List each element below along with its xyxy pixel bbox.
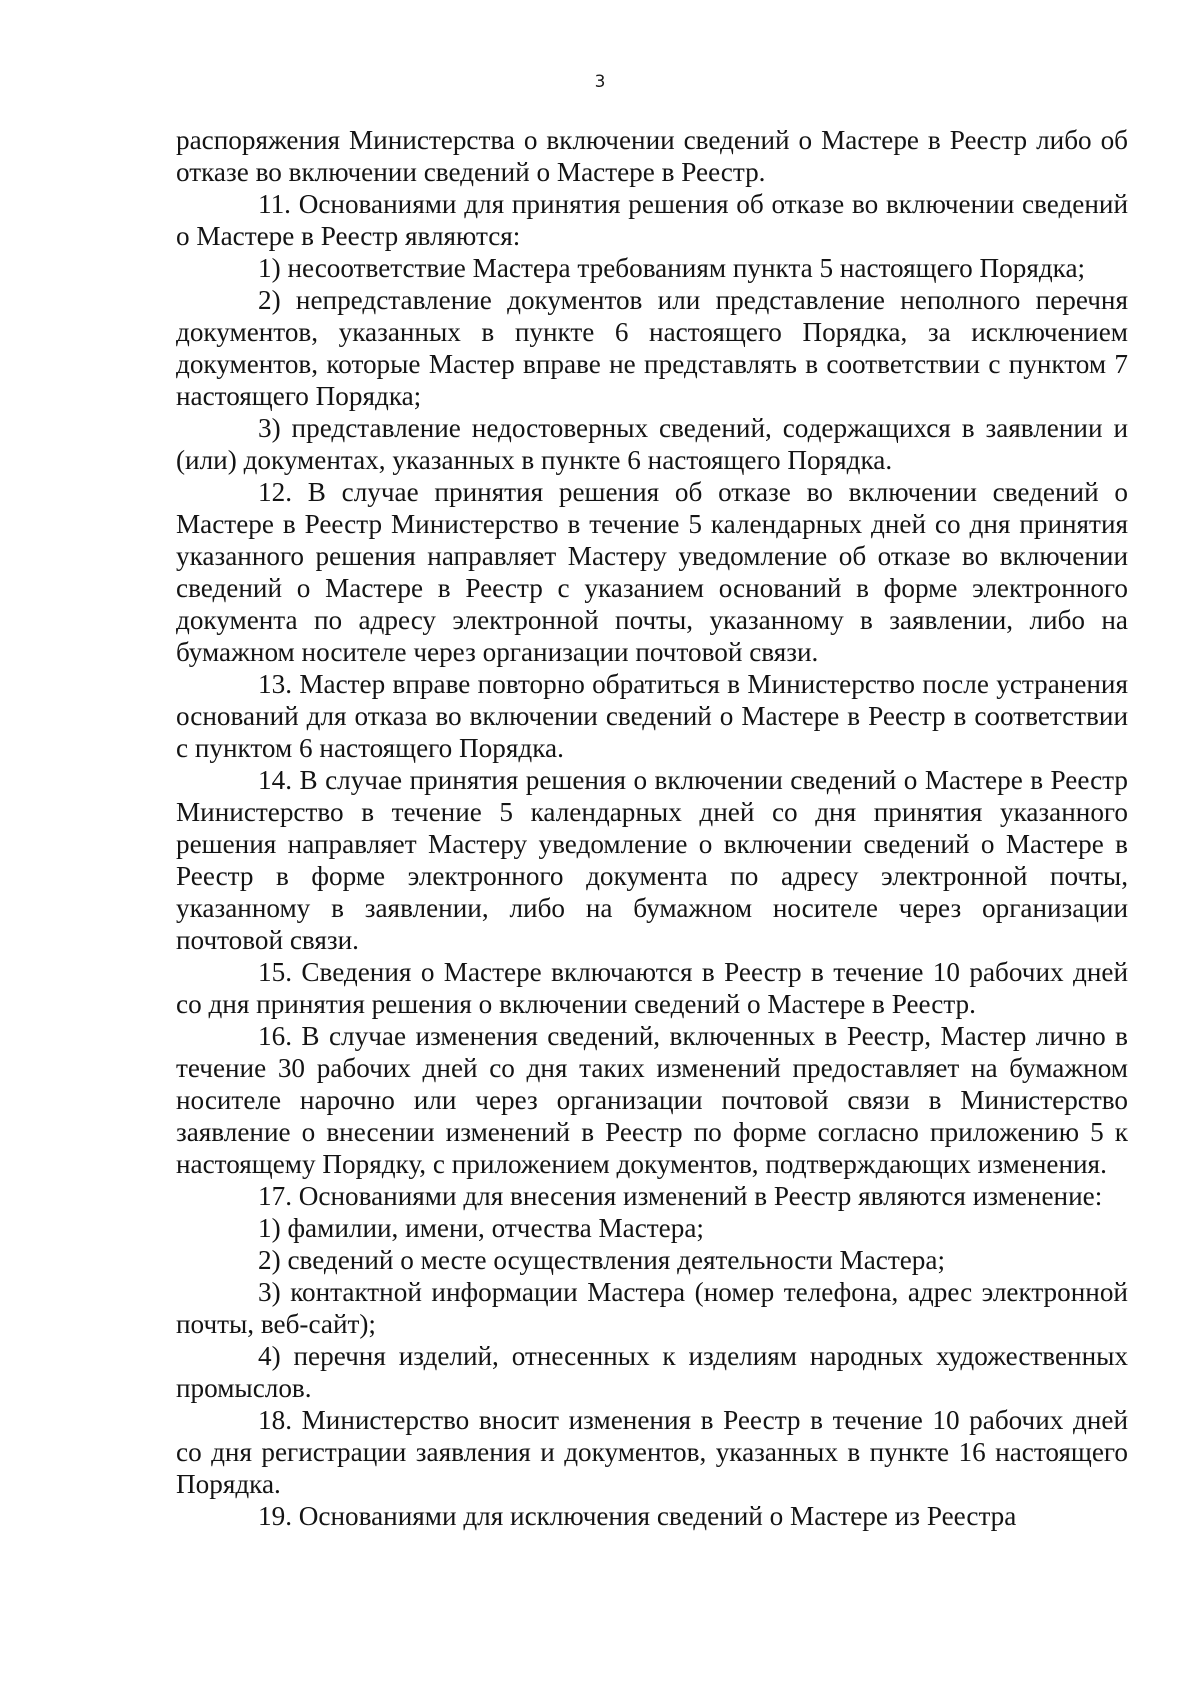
paragraph-11-item-1: 1) несоответствие Мастера требованиям пункта 5 настоящего Порядка; (258, 253, 1086, 283)
paragraph-17: 17. Основаниями для внесения изменений в Реестр являются изменение: (258, 1181, 1103, 1211)
page-number: 3 (594, 72, 606, 92)
paragraph-17-item-2: 2) сведений о месте осуществления деятельности Мастера; (258, 1245, 946, 1275)
paragraph-18: 18. Министерство вносит изменения в Реестр в течение 10 рабочих дней со дня регистрации заявления и документов, указанных в пункте 16 настоящего Порядка. (176, 1405, 1128, 1499)
paragraph-15: 15. Сведения о Мастере включаются в Реестр в течение 10 рабочих дней со дня принятия решения о включении сведений о Мастере в Реестр. (176, 957, 1128, 1019)
paragraph-11-item-2: 2) непредставление документов или представление неполного перечня документов, указанных в пункте 6 настоящего Порядка, за исключением документов, которые Мастер вправе не представлять в соответствии с пунктом 7 настоящего Порядка; (176, 285, 1128, 411)
paragraph-17-item-1: 1) фамилии, имени, отчества Мастера; (258, 1213, 704, 1243)
paragraph-12: 12. В случае принятия решения об отказе во включении сведений о Мастере в Реестр Министерство в течение 5 календарных дней со дня принятия указанного решения направляет Мастеру уведомление об отказе во включении сведений о Мастере в Реестр с указанием оснований в форме электронного документа по адресу электронной почты, указанному в заявлении, либо на бумажном носителе через организации почтовой связи. (176, 477, 1128, 667)
paragraph-11: 11. Основаниями для принятия решения об отказе во включении сведений о Мастере в Реестр являются: (176, 189, 1128, 251)
paragraph-13: 13. Мастер вправе повторно обратиться в Министерство после устранения оснований для отказа во включении сведений о Мастере в Реестр в соответствии с пунктом 6 настоящего Порядка. (176, 669, 1128, 763)
document-body (176, 124, 1128, 1532)
paragraph-17-item-3: 3) контактной информации Мастера (номер телефона, адрес электронной почты, веб-сайт); (176, 1277, 1128, 1339)
paragraph-19: 19. Основаниями для исключения сведений о Мастере из Реестра (258, 1501, 1017, 1531)
paragraph-17-item-4: 4) перечня изделий, отнесенных к изделиям народных художественных промыслов. (176, 1341, 1128, 1403)
paragraph-14: 14. В случае принятия решения о включении сведений о Мастере в Реестр Министерство в течение 5 календарных дней со дня принятия указанного решения направляет Мастеру уведомление о включении сведений о Мастере в Реестр в форме электронного документа по адресу электронной почты, указанному в заявлении, либо на бумажном носителе через организации почтовой связи. (176, 765, 1128, 955)
paragraph-16: 16. В случае изменения сведений, включенных в Реестр, Мастер лично в течение 30 рабочих дней со дня таких изменений предоставляет на бумажном носителе нарочно или через организации почтовой связи в Министерство заявление о внесении изменений в Реестр по форме согласно приложению 5 к настоящему Порядку, с приложением документов, подтверждающих изменения. (176, 1021, 1128, 1179)
paragraph-11-item-3: 3) представление недостоверных сведений, содержащихся в заявлении и (или) документах, указанных в пункте 6 настоящего Порядка. (176, 413, 1128, 475)
paragraph-continuation: распоряжения Министерства о включении сведений о Мастере в Реестр либо об отказе во включении сведений о Мастере в Реестр. (176, 125, 1128, 187)
